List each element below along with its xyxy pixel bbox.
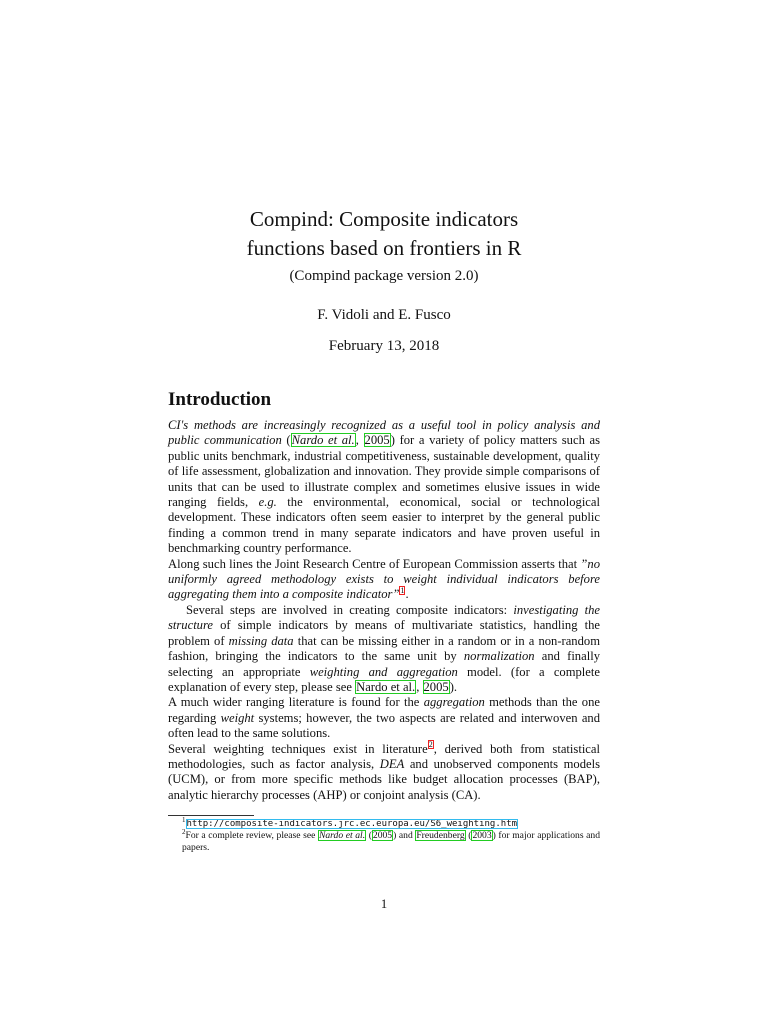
text: , <box>355 433 364 448</box>
paragraph-2 <box>168 557 600 603</box>
jrc-quote: ”no uniformly agreed methodology exists to weight individual indicators before aggregating them into a composite indicator” <box>168 556 600 602</box>
citation-year-link[interactable]: 2003 <box>472 830 492 841</box>
paragraph-4 <box>168 695 600 741</box>
citation-year-link[interactable]: 2005 <box>423 679 449 694</box>
citation-link-nardo[interactable] <box>291 433 356 447</box>
citation-link-freudenberg[interactable]: Freudenberg <box>416 830 465 841</box>
footnotes <box>168 815 601 854</box>
text: the environmental, economical, social or technological development. These indicators often seem easier to interpret by the general public finding a common trend in many separate indicators and have proven useful in benchmarking country performance. <box>168 495 600 556</box>
text: For a complete review, please see <box>185 830 318 841</box>
cite-author: Nardo et al. <box>318 830 366 841</box>
text: ) for a variety of policy matters such as public units benchmark, industrial competitiveness, sustainable development, quality of life assessment, globalization and innovation. They provide simple comparisons of units that can be used to illustrate complex and sometimes elusive issues in wide ranging fields, <box>168 433 601 510</box>
paragraph-3 <box>168 603 600 695</box>
cite-author: Nardo et al. <box>291 433 355 448</box>
citation-link-nardo[interactable] <box>318 830 366 841</box>
text: and unobserved components models (UCM), or from more specific methods like budget allocation processes (BAP), analytic hierarchy processes (AHP) or conjoint analysis (CA). <box>168 756 600 802</box>
paragraph-1 <box>168 418 600 557</box>
text: A much wider ranging literature is found for the <box>168 695 424 710</box>
italic-lead: CI's methods are increasingly recognized as a useful tool in policy analysis and public communication <box>168 418 600 448</box>
text: ( <box>465 830 472 841</box>
footnote-url-link[interactable]: http://composite-indicators.jrc.ec.europa.eu/S6_weighting.htm <box>186 819 518 829</box>
text: , derived both from statistical methodologies, such as factor analysis, <box>168 741 600 771</box>
publication-date: February 13, 2018 <box>328 338 440 354</box>
footnote-ref-1[interactable]: 1 <box>400 586 405 596</box>
citation-link-nardo[interactable] <box>355 680 416 694</box>
section-heading-introduction: Introduction <box>168 389 272 410</box>
footnote-mark: 1 <box>182 815 186 824</box>
text: , <box>416 679 423 694</box>
text: ). <box>449 679 458 694</box>
footnote-divider <box>168 815 254 816</box>
cite-author: Nardo et al. <box>356 679 416 694</box>
text: methods than the one regarding <box>168 695 600 725</box>
italic-term: DEA <box>379 756 405 771</box>
text: ) for major applications and papers. <box>182 830 601 853</box>
italic-term: weighting and aggregation <box>309 664 458 679</box>
text: Several steps are involved in creating composite indicators: <box>186 602 514 617</box>
italic-term: aggregation <box>423 695 485 710</box>
italic-term: missing data <box>228 633 294 648</box>
italic-term: investigating the structure <box>168 602 601 633</box>
citation-year-link[interactable]: 2005 <box>372 830 393 841</box>
paper-title <box>0 205 768 263</box>
text: and finally selecting an appropriate <box>168 649 600 679</box>
introduction-body <box>168 418 600 803</box>
italic-eg: e.g. <box>258 495 277 510</box>
text: that can be missing either in a random or in a non-random fashion, bringing the indicators to the same unit by <box>168 633 600 664</box>
text: model. (for a complete explanation of every step, please see <box>168 664 600 694</box>
italic-term: normalization <box>463 649 535 664</box>
text: of simple indicators by means of multivariate statistics, handling the problem of <box>168 618 600 648</box>
text: systems; however, the two aspects are related and interwoven and often lead to the same solutions. <box>168 710 600 741</box>
paragraph-5 <box>168 742 600 804</box>
footnote-2 <box>168 827 601 854</box>
text: ( <box>281 433 291 448</box>
page-number: 1 <box>380 897 388 911</box>
title-line-2: functions based on frontiers in R <box>246 236 522 260</box>
text: . <box>405 587 409 602</box>
text: ) and <box>393 830 416 841</box>
footnote-mark: 2 <box>182 827 186 836</box>
text: Several weighting techniques exist in literature <box>168 741 428 756</box>
text: Along such lines the Joint Research Centre of European Commission asserts that <box>168 556 581 571</box>
text: ( <box>366 830 372 841</box>
package-version: (Compind package version 2.0) <box>289 268 479 284</box>
title-line-1: Compind: Composite indicators <box>249 207 519 231</box>
authors: F. Vidoli and E. Fusco <box>317 307 451 323</box>
citation-year-link[interactable]: 2005 <box>364 433 390 448</box>
footnote-ref-2[interactable]: 2 <box>428 740 433 750</box>
footnote-1 <box>168 815 600 830</box>
italic-term: weight <box>220 710 255 725</box>
